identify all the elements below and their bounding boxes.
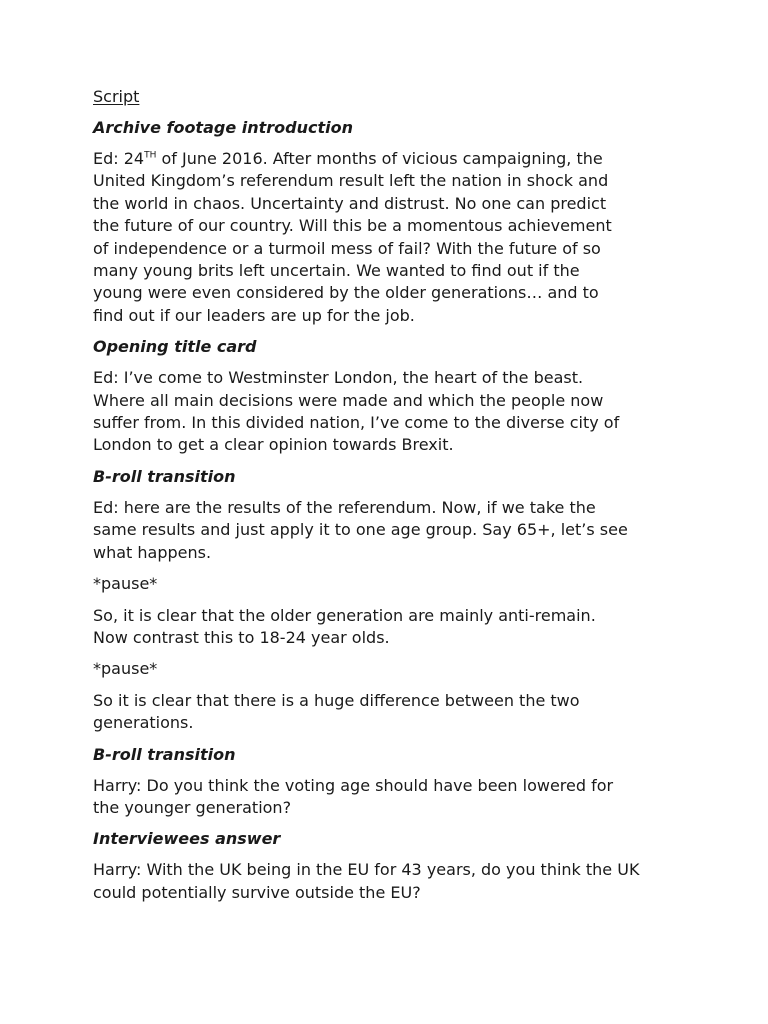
paragraph-line: what happens. [93,542,212,562]
paragraph-line: many young brits left uncertain. We wanted to find out if the [93,261,580,281]
paragraph-line: Ed: I’ve come to Westminster London, the heart of the beast. [93,368,584,388]
ordinal-superscript: TH [144,150,157,161]
paragraph-line: young were even considered by the older generations… and to [93,283,599,303]
paragraph-line: suffer from. In this divided nation, I’ve come to the diverse city of [93,413,620,433]
paragraph-line: Harry: With the UK being in the EU for 43 years, do you think the UK [93,860,640,880]
paragraph-line: London to get a clear opinion towards Brexit. [93,435,454,455]
paragraph-line: the younger generation? [93,797,292,817]
script-paragraph [93,148,683,327]
paragraph-line: same results and just apply it to one age group. Say 65+, let’s see [93,520,628,540]
script-paragraph [93,605,683,650]
paragraph-line: Where all main decisions were made and which the people now [93,390,604,410]
section-heading: B-roll transition [93,466,236,486]
script-paragraph [93,690,683,735]
paragraph-line: of independence or a turmoil mess of fail? With the future of so [93,238,601,258]
line-text: Ed: 24 [93,149,145,168]
paragraph-line: the future of our country. Will this be a momentous achievement [93,216,612,236]
paragraph-line: Ed: here are the results of the referendum. Now, if we take the [93,497,596,517]
section-heading: B-roll transition [93,744,236,764]
paragraph-line: So, it is clear that the older generation are mainly anti-remain. [93,605,596,625]
section-heading: Archive footage introduction [93,118,353,137]
document-body [93,117,683,904]
script-paragraph [93,859,683,904]
paragraph-line: could potentially survive outside the EU? [93,882,421,902]
script-paragraph [93,775,683,820]
section-heading: Opening title card [93,337,257,357]
line-text: of June 2016. After months of vicious campaigning, the [156,149,603,168]
document-page [93,86,683,913]
paragraph-line: Now contrast this to 18-24 year olds. [93,627,390,647]
paragraph-line: Harry: Do you think the voting age should have been lowered for [93,775,614,795]
paragraph-line: So it is clear that there is a huge difference between the two [93,690,580,710]
paragraph-line: the world in chaos. Uncertainty and distrust. No one can predict [93,193,607,213]
paragraph-line [93,148,683,170]
script-paragraph [93,573,683,595]
section-heading: Interviewees answer [93,829,281,849]
paragraph-line: generations. [93,713,194,733]
document-title: Script [93,87,140,106]
paragraph-line: *pause* [93,659,158,679]
paragraph-line: United Kingdom’s referendum result left the nation in shock and [93,171,609,191]
paragraph-line: *pause* [93,574,158,594]
script-paragraph [93,658,683,680]
paragraph-line: find out if our leaders are up for the job. [93,305,415,325]
script-paragraph [93,497,683,564]
script-paragraph [93,367,683,457]
